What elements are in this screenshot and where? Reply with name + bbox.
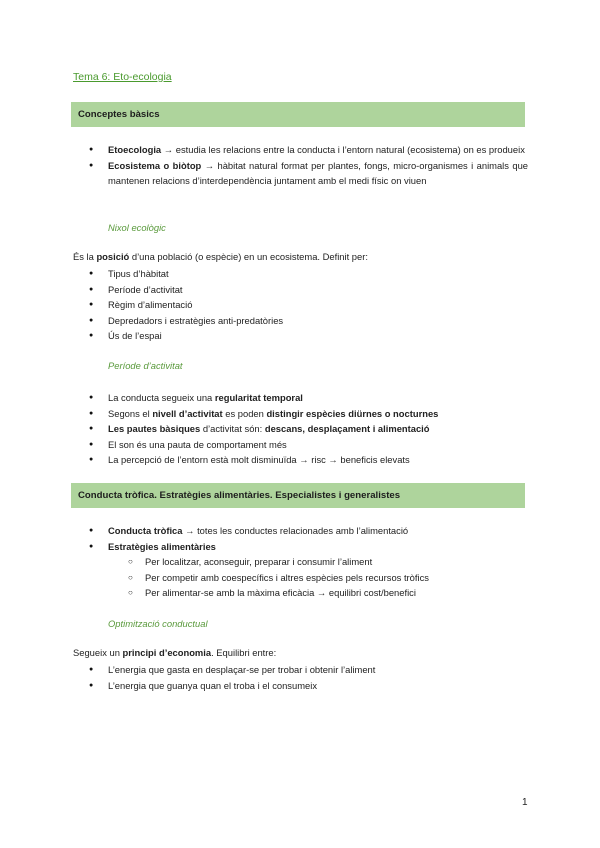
nixol-intro: És la posició d’una població (o espècie) en un ecosistema. Definit per: — [73, 251, 368, 262]
page-title: Tema 6: Eto-ecologia — [73, 71, 172, 83]
nixol-list — [108, 266, 528, 344]
list-item: ● El son és una pauta de comportament més — [108, 437, 528, 453]
section-header-conceptes: Conceptes bàsics — [71, 102, 525, 127]
section-header-conducta-trofica: Conducta tròfica. Estratègies alimentàries. Especialistes i generalistes — [71, 483, 525, 508]
list-item: ● Les pautes bàsiques d’activitat són: descans, desplaçament i alimentació — [108, 421, 528, 437]
page-number: 1 — [522, 797, 528, 808]
subheading-nixol: Nixol ecològic — [108, 222, 166, 233]
subheading-periode: Període d’activitat — [108, 360, 183, 371]
list-item: ● Període d’activitat — [108, 282, 528, 298]
sub-list-item: ○ Per alimentar-se amb la màxima eficàcia → equilibri cost/benefici — [145, 585, 525, 601]
list-item: ● Tipus d’hàbitat — [108, 266, 528, 282]
list-item: ● La percepció de l’entorn està molt disminuïda → risc → beneficis elevats — [108, 452, 528, 468]
estrategies-sublist — [145, 554, 525, 601]
list-item: ● La conducta segueix una regularitat temporal — [108, 390, 528, 406]
list-item: ● Conducta tròfica → totes les conductes relacionades amb l’alimentació — [108, 523, 528, 539]
list-item: ● Etoecologia → estudia les relacions entre la conducta i l’entorn natural (ecosistema) on es produeix — [108, 142, 528, 158]
list-item: ● Segons el nivell d’activitat es poden distingir espècies diürnes o nocturnes — [108, 406, 528, 422]
list-item: ● L’energia que gasta en desplaçar-se per trobar i obtenir l’aliment — [108, 662, 528, 678]
list-item: ● Ús de l’espai — [108, 328, 528, 344]
periode-list — [108, 390, 528, 468]
trofica-list — [108, 523, 528, 554]
sub-list-item: ○ Per competir amb coespecífics i altres espècies pels recursos tròfics — [145, 570, 525, 586]
list-item: ● Ecosistema o biòtop → hàbitat natural format per plantes, fongs, micro-organismes i animals que mantenen relacions d’interdependència juntament amb el medi físic on viuen — [108, 158, 528, 189]
optim-intro: Segueix un principi d’economia. Equilibri entre: — [73, 647, 277, 658]
subheading-optimitzacio: Optimització conductual — [108, 618, 208, 629]
list-item: ● L’energia que guanya quan el troba i el consumeix — [108, 678, 528, 694]
list-item: ● Depredadors i estratègies anti-predatòries — [108, 313, 528, 329]
sub-list-item: ○ Per localitzar, aconseguir, preparar i consumir l’aliment — [145, 554, 525, 570]
concepts-list — [108, 142, 528, 189]
list-item: ● Estratègies alimentàries — [108, 539, 528, 555]
optim-list — [108, 662, 528, 693]
list-item: ● Règim d’alimentació — [108, 297, 528, 313]
